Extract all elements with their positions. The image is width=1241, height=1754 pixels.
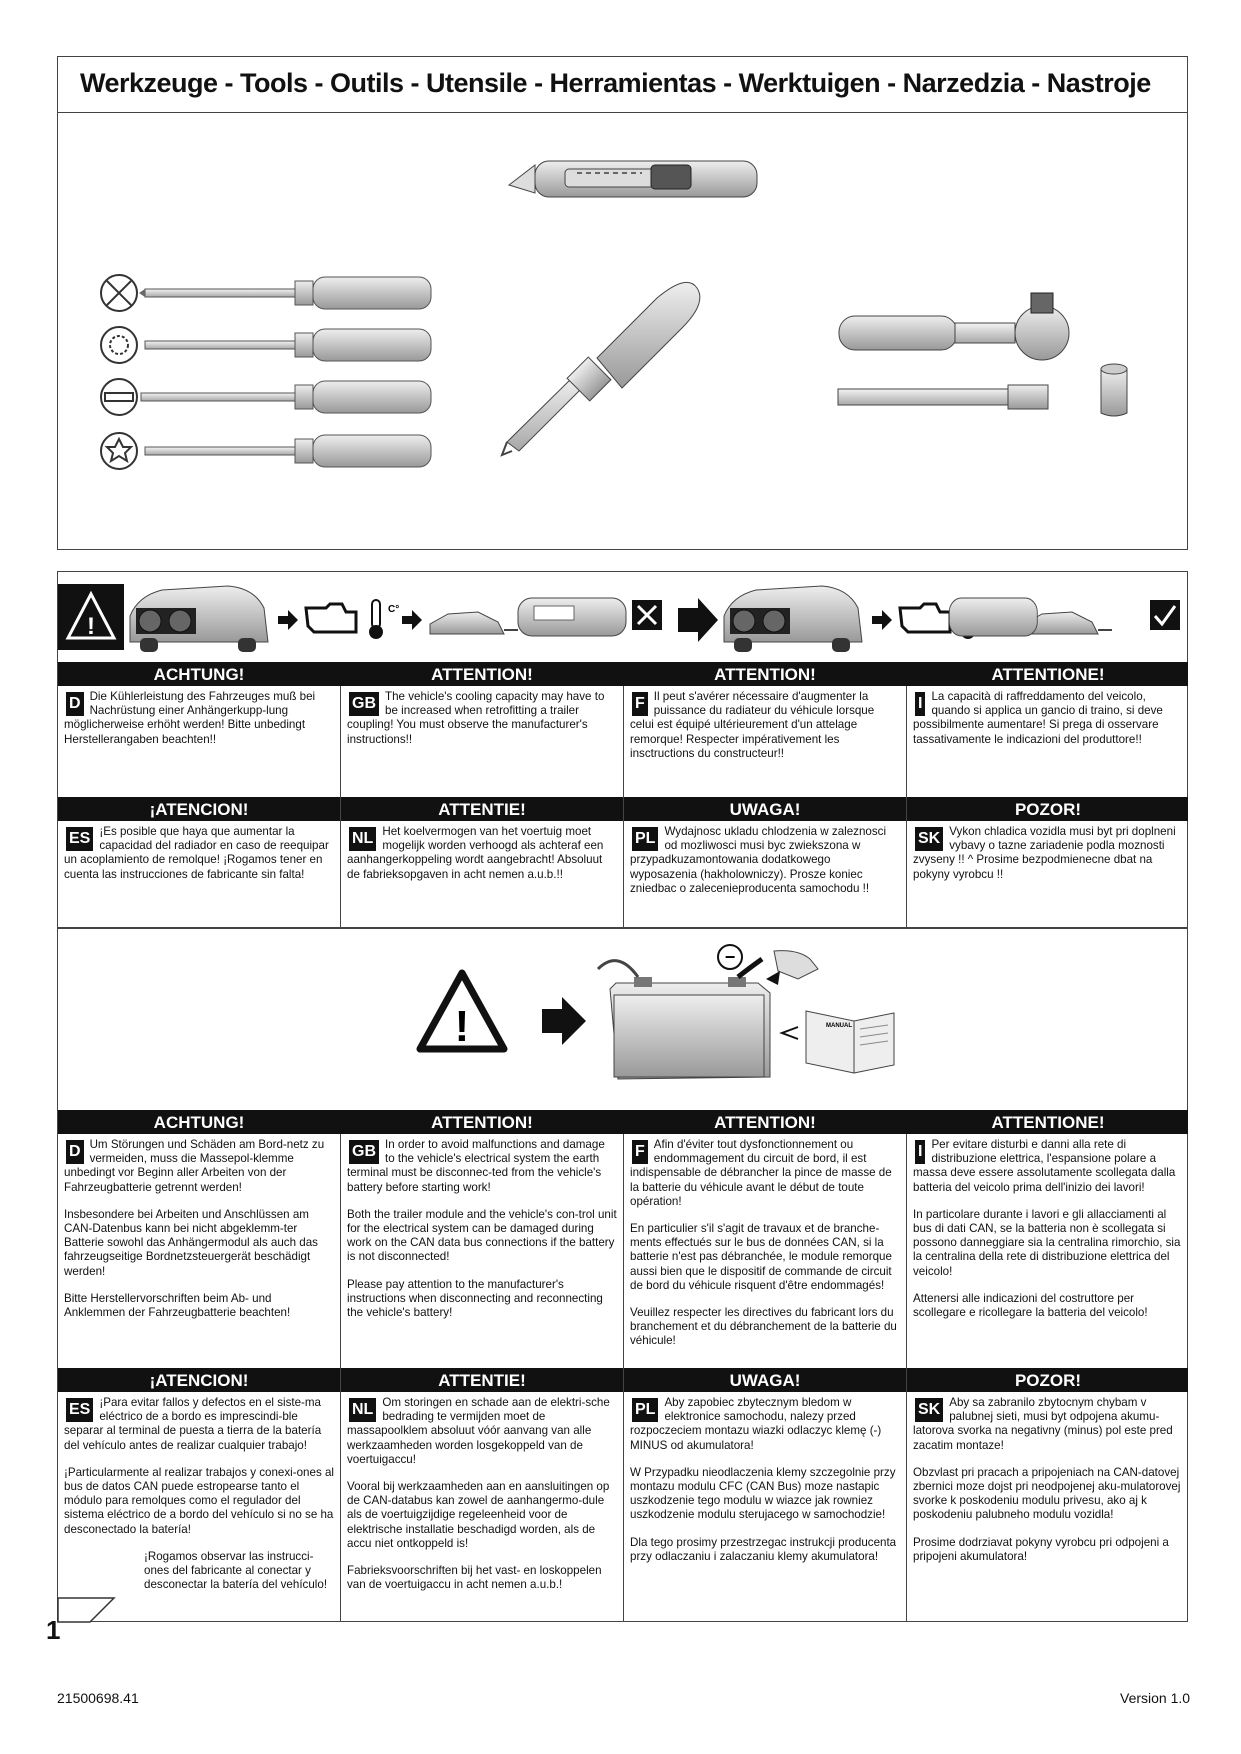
paragraph: Vooral bij werkzaamheden aan en aansluitingen op de CAN-databus kan zowel de aanhangermo-dule als de voertuigzijdige regeleenheid voor de elektrische installatie beschadigd worden, als de accu niet ontkoppeld is! xyxy=(347,1480,610,1550)
lang-code: SK xyxy=(915,827,943,851)
header-f: ATTENTION! xyxy=(714,665,816,684)
lang-code: NL xyxy=(349,1398,376,1422)
version-label: Version 1.0 xyxy=(1120,1690,1191,1706)
battery-cell-d xyxy=(58,1134,340,1366)
lang-code: D xyxy=(66,1140,84,1164)
header-sk: POZOR! xyxy=(1014,800,1082,819)
battery-header-row-1 xyxy=(58,1110,1188,1134)
star-screwdriver-icon xyxy=(101,433,431,469)
paragraph: Aby zapobiec zbytecznym bledom w elektronice samochodu, nalezy przed rozpoczeciem montazu wiazki odlaczyc klemę (-) MINUS od akumulatora! xyxy=(630,1396,882,1452)
divider xyxy=(623,1134,624,1622)
svg-text:C°: C° xyxy=(388,604,400,615)
battery-icon xyxy=(598,959,770,1079)
car-radiator-icon xyxy=(130,586,268,652)
paragraph: Prosime dodrziavat pokyny vyrobcu pri odpojeni a pripojeni akumulatora! xyxy=(913,1535,1169,1563)
cooling-cell-f xyxy=(624,686,906,794)
arrow-big-icon xyxy=(678,598,718,642)
cooling-cell-sk xyxy=(907,821,1187,927)
lang-code: PL xyxy=(632,827,658,851)
cell-text: La capacità di raffreddamento del veicolo, quando si applica un gancio di traino, si deve possibilmente aumentare! Si prega di osservare tassativamente le indicazioni del produttore!! xyxy=(913,690,1163,746)
lang-code: GB xyxy=(349,1140,379,1164)
paragraph: Veuillez respecter les directives du fabricant lors du branchement et du débranchement de la batterie du véhicule! xyxy=(630,1306,897,1348)
paragraph: Per evitare disturbi e danni alla rete di distribuzione elettrica, l'espansione polare a massa deve essere assolutamente scollegata dalla batteria del veicolo prima dell'inizio dei lavori! xyxy=(913,1138,1176,1194)
paragraph: Um Störungen und Schäden am Bord-netz zu vermeiden, muss die Massepol-klemme unbedingt vor Beginn aller Arbeiten von der Fahrzeugbatterie getrennt werden! xyxy=(64,1138,325,1194)
paragraph: Om storingen en schade aan de elektri-sche bedrading te vermijden moet de massapoolklem absoluut vóór aanvang van alle werkzaamheden worden losgekoppeld van de voertuigaccu! xyxy=(347,1396,610,1466)
paragraph: Dla tego prosimy przestrzegac instrukcji producenta przy odlaczaniu i zalaczaniu klemy akumulatora! xyxy=(630,1535,897,1563)
tools-illustration xyxy=(57,113,1188,549)
divider xyxy=(906,1134,907,1622)
warning-icon xyxy=(58,584,124,650)
engine-icon xyxy=(306,604,356,632)
paragraph: ¡Rogamos observar las instrucci-ones del fabricante al conectar y desconectar la batería del vehículo! xyxy=(144,1549,328,1592)
paragraph: Please pay attention to the manufacturer's instructions when disconnecting and reconnecting the vehicle's battery! xyxy=(347,1277,603,1320)
car-trailer-icon xyxy=(430,598,626,636)
header-sk: POZOR! xyxy=(1014,1371,1082,1390)
header-pl: UWAGA! xyxy=(729,800,801,819)
battery-cell-pl xyxy=(624,1392,906,1620)
cooling-cell-i xyxy=(907,686,1187,794)
check-box-icon xyxy=(1150,600,1180,630)
paragraph: Attenersi alle indicazioni del costruttore per scollegare e ricollegare la batteria del veicolo! xyxy=(913,1291,1148,1320)
header-gb: ATTENTION! xyxy=(431,665,533,684)
paragraph: Obzvlast pri pracach a pripojeniach na CAN-datovej zbernici moze dojst pri neodpojenej aku-mulatorovej svorke k poskodeniu modulu privesu, ako aj k poskodeniu palubneho modulu vozidla! xyxy=(913,1465,1181,1522)
hand-icon xyxy=(774,951,818,979)
header-f: ATTENTION! xyxy=(714,1113,816,1132)
lang-code: GB xyxy=(349,692,379,716)
divider xyxy=(340,686,341,928)
cooling-cell-d xyxy=(58,686,340,794)
cell-text: Il peut s'avérer nécessaire d'augmenter la puissance du radiateur du véhicule lorsque celui est équipé ultérieurement d'un attelage remorque! Respecter impérativement les insctructions du constructeur!! xyxy=(630,690,875,760)
battery-cell-nl xyxy=(341,1392,623,1620)
divider xyxy=(623,686,624,928)
header-gb: ATTENTION! xyxy=(431,1113,533,1132)
socket-icon xyxy=(1101,364,1127,416)
battery-cell-sk xyxy=(907,1392,1187,1620)
cooling-illustration xyxy=(58,572,1187,662)
thermometer-icon xyxy=(369,600,399,639)
paragraph: Bitte Herstellervorschriften beim Ab- und Anklemmen der Fahrzeugbatterie beachten! xyxy=(64,1291,291,1320)
cooling-cell-pl xyxy=(624,821,906,927)
lang-code: I xyxy=(915,692,925,716)
battery-illustration xyxy=(58,929,1187,1109)
paragraph: ¡Para evitar fallos y defectos en el siste-ma eléctrico de a bordo es imprescindi-ble separar al terminal de puesta a tierra de la batería del vehículo antes de realizar cualquier trabajo! xyxy=(64,1396,322,1452)
cell-text: Die Kühlerleistung des Fahrzeuges muß bei Nachrüstung einer Anhängerkupp-lung möglicherweise erhöht werden! Bitte unbedingt Herstellerangaben beachten!! xyxy=(64,690,316,746)
cell-text: Vykon chladica vozidla musi byt pri doplneni vybavy o tazne zariadenie podla moznosti zvyseny !! ^ Prosime bezpodmienecne dbat na pokyny vyrobcu !! xyxy=(913,825,1176,881)
lang-code: F xyxy=(632,692,648,716)
torx-screwdriver-icon xyxy=(101,327,431,363)
extension-bar-icon xyxy=(838,385,1048,409)
paragraph: Fabrieksvoorschriften bij het vast- en loskoppelen van de voertuigaccu in acht nemen a.u.b.! xyxy=(347,1564,602,1592)
battery-cell-es xyxy=(58,1392,340,1620)
lang-code: D xyxy=(66,692,84,716)
header-pl: UWAGA! xyxy=(729,1371,801,1390)
paragraph: Afin d'éviter tout dysfonctionnement ou endommagement du circuit de bord, il est indispensable de débrancher la pince de masse de la batterie du véhicule avant le début de toute opération! xyxy=(630,1138,892,1208)
lang-code: ES xyxy=(66,1398,93,1422)
lang-code: ES xyxy=(66,827,93,851)
manual-icon xyxy=(782,1011,894,1073)
cell-text: ¡Es posible que haya que aumentar la capacidad del radiador en caso de reequipar un acoplamiento de remolque! ¡Rogamos tener en cuenta las instrucciones de fabricante sin falta! xyxy=(64,825,329,881)
paragraph: Both the trailer module and the vehicle's con-trol unit for the electrical system can be damaged during work on the CAN data bus connections if the battery is not disconnected! xyxy=(347,1207,617,1264)
cell-text: Wydajnosc ukladu chlodzenia w zaleznosci od mozliwosci musi byc zwiekszona w przypadkuzamontowania dodatkowego wyposazenia (hakholowniczy). Prosze koniec zniedbac o zalecenieproducenta samochodu !! xyxy=(630,825,887,895)
paragraph: Aby sa zabranilo zbytocnym chybam v palubnej sieti, musi byt odpojena akumu-latorova svorka na negativny (minus) pol este pred zacatim montaze! xyxy=(913,1396,1173,1452)
minus-terminal-icon xyxy=(718,945,742,969)
header-d: ACHTUNG! xyxy=(153,665,245,684)
battery-cell-f xyxy=(624,1134,906,1366)
ratchet-icon xyxy=(839,293,1069,360)
battery-cell-gb xyxy=(341,1134,623,1366)
car-radiator-icon xyxy=(724,586,862,652)
header-es: ¡ATENCION! xyxy=(149,800,249,819)
lang-code: SK xyxy=(915,1398,943,1422)
flat-screwdriver-icon xyxy=(101,379,431,415)
paragraph: In particolare durante i lavori e gli allacciamenti al bus di dati CAN, se la batteria non è scollegata si possono danneggiare sia la centralina rimorchio, sia la centralina della rete di distribuzione elettrica del veicolo! xyxy=(913,1207,1181,1278)
cooling-header-row-1 xyxy=(58,662,1188,686)
svg-text:!: ! xyxy=(87,613,95,640)
cooling-cell-nl xyxy=(341,821,623,927)
header-es: ¡ATENCION! xyxy=(149,1371,249,1390)
header-nl: ATTENTIE! xyxy=(438,800,526,819)
svg-text:!: ! xyxy=(454,1002,470,1051)
paragraph: ¡Particularmente al realizar trabajos y conexi-ones al bus de datos CAN puede estropearse tanto el módulo para remolques como el regulador del sistema eléctrico de a bordo del vehículo si no se ha desconectado la batería! xyxy=(64,1465,334,1536)
header-i: ATTENTIONE! xyxy=(991,665,1105,684)
warning-icon xyxy=(420,973,504,1051)
lang-code: F xyxy=(632,1140,648,1164)
header-nl: ATTENTIE! xyxy=(438,1371,526,1390)
cooling-cell-gb xyxy=(341,686,623,794)
divider xyxy=(906,686,907,928)
doc-number: 21500698.41 xyxy=(57,1690,139,1706)
paragraph: In order to avoid malfunctions and damage to the vehicle's electrical system the earth terminal must be disconnec-ted from the vehicle's battery before starting work! xyxy=(347,1138,605,1194)
lang-code: PL xyxy=(632,1398,658,1422)
utility-knife-icon xyxy=(509,161,757,197)
paragraph: Insbesondere bei Arbeiten und Anschlüssen am CAN-Datenbus kann bei nicht abgeklemm-ter Batterie sowohl das Anhängermodul als auch das fahrzeugseitige Bordnetzsteuergerät beschädigt werden! xyxy=(64,1207,318,1278)
arrow-big-icon xyxy=(542,997,586,1045)
svg-text:MANUAL: MANUAL xyxy=(826,1023,852,1029)
divider xyxy=(340,1134,341,1622)
phillips-screwdriver-icon xyxy=(101,275,431,311)
page-number: 1 xyxy=(46,1615,61,1645)
battery-cell-i xyxy=(907,1134,1187,1366)
cross-box-icon xyxy=(632,600,662,630)
header-i: ATTENTIONE! xyxy=(991,1113,1105,1132)
lang-code: I xyxy=(915,1140,925,1164)
trim-removal-tool-icon xyxy=(502,282,700,455)
paragraph: W Przypadku nieodlaczenia klemy szczegolnie przy montazu modulu CFC (CAN Bus) moze nastapic uszkodzenie tego modulu w wiazce jak rowniez uszkodzenie modulu sterujacego w samochodzie! xyxy=(630,1465,896,1522)
header-d: ACHTUNG! xyxy=(153,1113,245,1132)
cell-text: The vehicle's cooling capacity may have to be increased when retrofitting a trailer coupling! You must observe the manufacturer's instructions!! xyxy=(347,690,605,746)
svg-text:−: − xyxy=(724,947,736,967)
tools-title: Werkzeuge - Tools - Outils - Utensile - Herramientas - Werktuigen - Narzedzia - Nastroje xyxy=(80,68,1151,98)
lang-code: NL xyxy=(349,827,376,851)
car-trailer-icon xyxy=(949,598,1112,636)
cooling-cell-es xyxy=(58,821,340,927)
engine-icon xyxy=(900,604,950,632)
cell-text: Het koelvermogen van het voertuig moet mogelijk worden verhoogd als achteraf een aanhangerkoppeling wordt aangebracht! Absoluut de fabrieksopgaven in acht nemen a.u.b.!! xyxy=(347,825,604,881)
paragraph: En particulier s'il s'agit de travaux et de branche-ments effectués sur le bus de données CAN, si la batterie n'est pas débranchée, le module remorque aussi bien que le dispositif de commande de circuit de bord du véhicule risquent d'être endommagés! xyxy=(630,1222,892,1292)
